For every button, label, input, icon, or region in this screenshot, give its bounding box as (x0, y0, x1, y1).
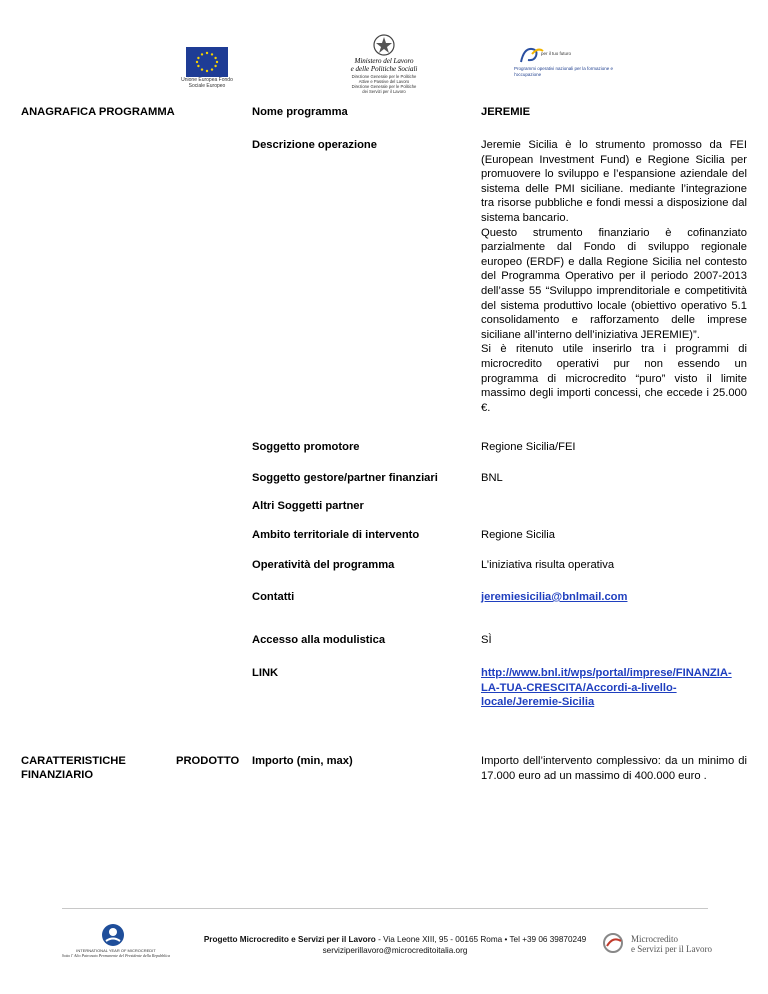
footer-divider (62, 908, 708, 909)
row-value-descrizione (481, 138, 747, 415)
footer-right-brand-line-2: e Servizi per il Lavoro (631, 944, 712, 954)
row-value-operativita: L’iniziativa risulta operativa (481, 559, 615, 571)
ministry-departments (338, 74, 430, 94)
row-label-altri-soggetti: Altri Soggetti partner (252, 500, 364, 512)
row-label-link: LINK (252, 667, 279, 679)
description-paragraph: Si è ritenuto utile inserirlo tra i programmi di microcredito operativi pur non essendo un programma di microcredito “puro” visto il limite massimo degli importi concessi, che eccede i 25.000 €. (481, 343, 747, 414)
row-label-nome-programma: Nome programma (252, 106, 348, 118)
row-label-contatti: Contatti (252, 591, 295, 603)
eu-stars-icon (196, 52, 218, 72)
section-title-prodotto: PRODOTTO (176, 755, 240, 767)
eu-flag-logo (186, 47, 228, 77)
ministry-title (338, 57, 430, 73)
ministry-title-line-2: e delle Politiche Sociali (350, 65, 418, 73)
footer-left-caption (46, 948, 186, 958)
row-label-descrizione: Descrizione operazione (252, 139, 377, 151)
fse-subtitle: Programmi operativi nazionali per la formazione e l'occupazione (514, 66, 614, 77)
description-paragraph: Questo strumento finanziario è cofinanziato parzialmente dal Fondo di sviluppo regionale europeo (ERDF) e dalla Regione Sicilia nel contesto del Programma Operativo per il periodo 2007-2013 dell’asse 55 “Sviluppo imprenditoriale e competitività del sistema produttivo locale (obiettivo operativo 5.1 consolidamento e rafforzamento delle imprese siciliane all’interno dell’iniziativa JEREMIE)”. (481, 226, 747, 341)
description-paragraph: Jeremie Sicilia è lo strumento promosso da FEI (European Investment Fund) e Regione Sicilia per promuovere lo sviluppo e l’espansione aziendale del sistema delle PMI siciliane. mediante l’integrazione tra risorse pubbliche e fondi messi a disposizione dal sistema bancario. (481, 139, 747, 224)
url-line[interactable]: http://www.bnl.it/wps/portal/imprese/FINANZIA- (481, 667, 732, 679)
row-label-importo: Importo (min, max) (252, 755, 353, 767)
footer-project-name: Progetto Microcredito e Servizi per il Lavoro (203, 935, 376, 944)
ministry-title-line-1: Ministero del Lavoro (354, 57, 414, 65)
row-label-operativita: Operatività del programma (252, 559, 395, 571)
section-title-caratteristiche: CARATTERISTICHE (21, 755, 126, 767)
row-value-soggetto-gestore: BNL (481, 472, 503, 484)
row-value-accesso-modulistica: SÌ (481, 634, 492, 646)
section-title-anagrafica: ANAGRAFICA PROGRAMMA (21, 106, 175, 118)
footer-right-brand-line-1: Microcredito (631, 934, 678, 944)
contact-email-link[interactable]: jeremiesicilia@bnlmail.com (481, 591, 628, 603)
ministry-dept-line: Attive e Passive del Lavoro (358, 79, 410, 84)
url-line[interactable]: LA-TUA-CRESCITA/Accordi-a-livello- (481, 681, 677, 694)
footer-address-line (200, 935, 590, 946)
row-label-soggetto-gestore: Soggetto gestore/partner finanziari (252, 472, 438, 484)
footer-email: serviziperillavoro@microcreditoitalia.org (322, 945, 468, 955)
eu-caption: Unione Europea Fondo Sociale Europeo (181, 77, 233, 89)
row-value-soggetto-promotore: Regione Sicilia/FEI (481, 441, 576, 453)
url-line[interactable]: locale/Jeremie-Sicilia (481, 696, 595, 709)
ministry-dept-line: dei Servizi per il Lavoro (362, 89, 406, 94)
row-value-nome-programma: JEREMIE (481, 106, 531, 118)
footer-left-caption-line-2: Sotto l' Alto Patronato Permanente del Presidente della Repubblica (61, 953, 171, 958)
italian-republic-emblem-icon (371, 33, 397, 57)
row-label-accesso-modulistica: Accesso alla modulistica (252, 634, 386, 646)
microcredit-year-logo-icon (100, 922, 126, 948)
row-value-ambito-territoriale: Regione Sicilia (481, 529, 556, 541)
row-label-ambito-territoriale: Ambito territoriale di intervento (252, 529, 420, 541)
row-label-soggetto-promotore: Soggetto promotore (252, 441, 360, 453)
section-title-finanziario: FINANZIARIO (21, 769, 94, 781)
program-url-link[interactable] (481, 666, 751, 710)
ministry-dept-line: Direzione Generale per le Politiche (351, 84, 417, 89)
microcredito-logo-icon (602, 932, 626, 954)
footer-left-caption-line-1: INTERNATIONAL YEAR OF MICROCREDIT (76, 948, 156, 953)
footer-right-brand (631, 934, 721, 954)
fse-tagline: per il tuo futuro (541, 51, 572, 56)
row-value-importo: Importo dell’intervento complessivo: da un minimo di 17.000 euro ad un massimo di 400.000 euro . (481, 755, 747, 782)
footer-address: - Via Leone XIII, 95 - 00165 Roma • Tel +39 06 39870249 (375, 935, 587, 944)
ministry-dept-line: Direzione Generale per le Politiche (351, 74, 417, 79)
footer-contact (200, 935, 590, 956)
